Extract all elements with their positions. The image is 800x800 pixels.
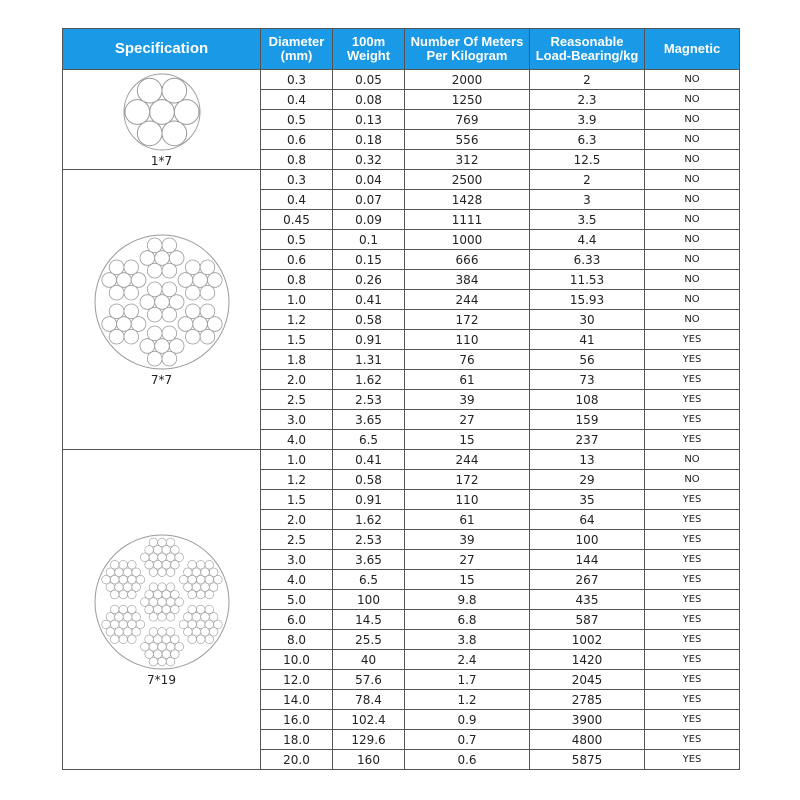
diameter-cell: 0.45 [261,210,333,230]
weight-cell: 1.62 [333,510,405,530]
load-bearing-cell: 56 [530,350,645,370]
load-bearing-cell: 11.53 [530,270,645,290]
weight-cell: 3.65 [333,410,405,430]
meters-per-kg-cell: 244 [405,450,530,470]
load-bearing-cell: 3 [530,190,645,210]
meters-per-kg-cell: 61 [405,510,530,530]
load-bearing-cell: 1420 [530,650,645,670]
meters-per-kg-cell: 1428 [405,190,530,210]
magnetic-cell: NO [645,250,740,270]
load-bearing-cell: 41 [530,330,645,350]
specification-figure [63,233,260,387]
diameter-cell: 0.6 [261,250,333,270]
header-weight [333,29,405,70]
table-row [63,450,740,470]
load-bearing-cell: 3.5 [530,210,645,230]
strand-7x19-icon [93,533,231,671]
magnetic-cell: YES [645,430,740,450]
weight-cell: 0.07 [333,190,405,210]
load-bearing-cell: 2 [530,70,645,90]
meters-per-kg-cell: 0.9 [405,710,530,730]
load-bearing-cell: 3.9 [530,110,645,130]
load-bearing-cell: 64 [530,510,645,530]
diameter-cell: 0.3 [261,70,333,90]
load-bearing-cell: 159 [530,410,645,430]
diameter-cell: 1.0 [261,290,333,310]
diameter-cell: 1.5 [261,490,333,510]
weight-cell: 14.5 [333,610,405,630]
meters-per-kg-cell: 2.4 [405,650,530,670]
load-bearing-cell: 1002 [530,630,645,650]
magnetic-cell: NO [645,450,740,470]
meters-per-kg-cell: 769 [405,110,530,130]
load-bearing-cell: 6.3 [530,130,645,150]
magnetic-cell: YES [645,750,740,770]
specification-figure [63,533,260,687]
load-bearing-cell: 73 [530,370,645,390]
meters-per-kg-cell: 1.7 [405,670,530,690]
load-bearing-cell: 2.3 [530,90,645,110]
header-diameter [261,29,333,70]
diameter-cell: 14.0 [261,690,333,710]
weight-cell: 0.05 [333,70,405,90]
magnetic-cell: YES [645,490,740,510]
magnetic-cell: NO [645,230,740,250]
diameter-cell: 2.0 [261,370,333,390]
load-bearing-cell: 267 [530,570,645,590]
diameter-cell: 0.4 [261,90,333,110]
magnetic-cell: NO [645,190,740,210]
load-bearing-cell: 2045 [530,670,645,690]
header-load-bearing [530,29,645,70]
meters-per-kg-cell: 666 [405,250,530,270]
diameter-cell: 3.0 [261,410,333,430]
load-bearing-cell: 4.4 [530,230,645,250]
diameter-cell: 0.4 [261,190,333,210]
header-weight-line1: 100m [351,34,386,49]
magnetic-cell: YES [645,390,740,410]
diameter-cell: 1.2 [261,470,333,490]
weight-cell: 0.91 [333,330,405,350]
magnetic-cell: YES [645,650,740,670]
diameter-cell: 10.0 [261,650,333,670]
header-magnetic: Magnetic [645,29,740,70]
magnetic-cell: YES [645,530,740,550]
load-bearing-cell: 13 [530,450,645,470]
specification-cell [63,70,261,170]
magnetic-cell: NO [645,210,740,230]
diameter-cell: 0.6 [261,130,333,150]
weight-cell: 129.6 [333,730,405,750]
meters-per-kg-cell: 15 [405,570,530,590]
header-specification: Specification [63,29,261,70]
weight-cell: 0.41 [333,290,405,310]
load-bearing-cell: 35 [530,490,645,510]
load-bearing-cell: 30 [530,310,645,330]
magnetic-cell: YES [645,330,740,350]
diameter-cell: 0.3 [261,170,333,190]
meters-per-kg-cell: 15 [405,430,530,450]
weight-cell: 0.18 [333,130,405,150]
meters-per-kg-cell: 244 [405,290,530,310]
magnetic-cell: NO [645,90,740,110]
specification-label: 1*7 [150,153,173,168]
diameter-cell: 4.0 [261,570,333,590]
weight-cell: 0.1 [333,230,405,250]
magnetic-cell: YES [645,690,740,710]
magnetic-cell: YES [645,510,740,530]
strand-7x7-icon [93,233,231,371]
magnetic-cell: YES [645,710,740,730]
specification-label: 7*7 [150,372,173,387]
meters-per-kg-cell: 0.7 [405,730,530,750]
weight-cell: 57.6 [333,670,405,690]
header-meters-per-kg [405,29,530,70]
weight-cell: 102.4 [333,710,405,730]
diameter-cell: 12.0 [261,670,333,690]
meters-per-kg-cell: 1000 [405,230,530,250]
meters-per-kg-cell: 312 [405,150,530,170]
meters-per-kg-cell: 172 [405,470,530,490]
magnetic-cell: NO [645,150,740,170]
meters-per-kg-cell: 0.6 [405,750,530,770]
weight-cell: 40 [333,650,405,670]
meters-per-kg-cell: 110 [405,490,530,510]
meters-per-kg-cell: 1.2 [405,690,530,710]
load-bearing-cell: 435 [530,590,645,610]
load-bearing-cell: 108 [530,390,645,410]
diameter-cell: 2.5 [261,390,333,410]
meters-per-kg-cell: 27 [405,550,530,570]
magnetic-cell: YES [645,630,740,650]
weight-cell: 25.5 [333,630,405,650]
load-bearing-cell: 6.33 [530,250,645,270]
meters-per-kg-cell: 39 [405,530,530,550]
specification-label: 7*19 [147,672,176,687]
diameter-cell: 0.5 [261,230,333,250]
header-meters-line2: Per Kilogram [426,48,508,63]
meters-per-kg-cell: 9.8 [405,590,530,610]
header-row [63,29,740,70]
diameter-cell: 0.5 [261,110,333,130]
diameter-cell: 2.5 [261,530,333,550]
weight-cell: 160 [333,750,405,770]
meters-per-kg-cell: 6.8 [405,610,530,630]
weight-cell: 0.26 [333,270,405,290]
specification-figure [63,72,260,168]
specification-cell [63,450,261,770]
weight-cell: 6.5 [333,570,405,590]
weight-cell: 0.13 [333,110,405,130]
meters-per-kg-cell: 110 [405,330,530,350]
weight-cell: 100 [333,590,405,610]
meters-per-kg-cell: 1111 [405,210,530,230]
weight-cell: 2.53 [333,530,405,550]
load-bearing-cell: 2 [530,170,645,190]
meters-per-kg-cell: 27 [405,410,530,430]
diameter-cell: 0.8 [261,270,333,290]
diameter-cell: 5.0 [261,590,333,610]
weight-cell: 0.15 [333,250,405,270]
table-row [63,170,740,190]
meters-per-kg-cell: 556 [405,130,530,150]
weight-cell: 6.5 [333,430,405,450]
magnetic-cell: YES [645,730,740,750]
weight-cell: 0.91 [333,490,405,510]
diameter-cell: 0.8 [261,150,333,170]
magnetic-cell: YES [645,670,740,690]
magnetic-cell: NO [645,290,740,310]
load-bearing-cell: 12.5 [530,150,645,170]
weight-cell: 78.4 [333,690,405,710]
table-body [63,70,740,770]
weight-cell: 0.58 [333,470,405,490]
load-bearing-cell: 237 [530,430,645,450]
magnetic-cell: NO [645,110,740,130]
diameter-cell: 1.2 [261,310,333,330]
meters-per-kg-cell: 39 [405,390,530,410]
load-bearing-cell: 100 [530,530,645,550]
magnetic-cell: YES [645,370,740,390]
load-bearing-cell: 2785 [530,690,645,710]
diameter-cell: 16.0 [261,710,333,730]
header-diameter-line2: (mm) [280,48,313,63]
magnetic-cell: YES [645,410,740,430]
header-meters-line1: Number Of Meters [410,34,524,49]
diameter-cell: 6.0 [261,610,333,630]
strand-1x7-icon [122,72,202,152]
weight-cell: 1.31 [333,350,405,370]
weight-cell: 0.08 [333,90,405,110]
weight-cell: 2.53 [333,390,405,410]
diameter-cell: 18.0 [261,730,333,750]
header-load-line1: Reasonable [550,34,624,49]
meters-per-kg-cell: 61 [405,370,530,390]
header-weight-line2: Weight [346,48,391,63]
diameter-cell: 4.0 [261,430,333,450]
meters-per-kg-cell: 2500 [405,170,530,190]
diameter-cell: 8.0 [261,630,333,650]
table-row [63,70,740,90]
load-bearing-cell: 587 [530,610,645,630]
weight-cell: 0.04 [333,170,405,190]
magnetic-cell: NO [645,170,740,190]
weight-cell: 0.09 [333,210,405,230]
meters-per-kg-cell: 3.8 [405,630,530,650]
load-bearing-cell: 29 [530,470,645,490]
meters-per-kg-cell: 2000 [405,70,530,90]
weight-cell: 1.62 [333,370,405,390]
header-diameter-line1: Diameter [268,34,325,49]
diameter-cell: 1.8 [261,350,333,370]
meters-per-kg-cell: 172 [405,310,530,330]
diameter-cell: 20.0 [261,750,333,770]
specification-cell [63,170,261,450]
magnetic-cell: YES [645,610,740,630]
weight-cell: 3.65 [333,550,405,570]
magnetic-cell: NO [645,310,740,330]
load-bearing-cell: 144 [530,550,645,570]
load-bearing-cell: 5875 [530,750,645,770]
magnetic-cell: YES [645,550,740,570]
weight-cell: 0.41 [333,450,405,470]
meters-per-kg-cell: 384 [405,270,530,290]
header-load-line2: Load-Bearing/kg [535,48,639,63]
magnetic-cell: NO [645,70,740,90]
diameter-cell: 1.0 [261,450,333,470]
meters-per-kg-cell: 1250 [405,90,530,110]
diameter-cell: 2.0 [261,510,333,530]
weight-cell: 0.32 [333,150,405,170]
diameter-cell: 1.5 [261,330,333,350]
load-bearing-cell: 15.93 [530,290,645,310]
magnetic-cell: NO [645,470,740,490]
meters-per-kg-cell: 76 [405,350,530,370]
magnetic-cell: YES [645,590,740,610]
magnetic-cell: YES [645,570,740,590]
magnetic-cell: NO [645,270,740,290]
magnetic-cell: NO [645,130,740,150]
weight-cell: 0.58 [333,310,405,330]
load-bearing-cell: 4800 [530,730,645,750]
load-bearing-cell: 3900 [530,710,645,730]
magnetic-cell: YES [645,350,740,370]
wire-rope-spec-table [62,28,740,770]
diameter-cell: 3.0 [261,550,333,570]
